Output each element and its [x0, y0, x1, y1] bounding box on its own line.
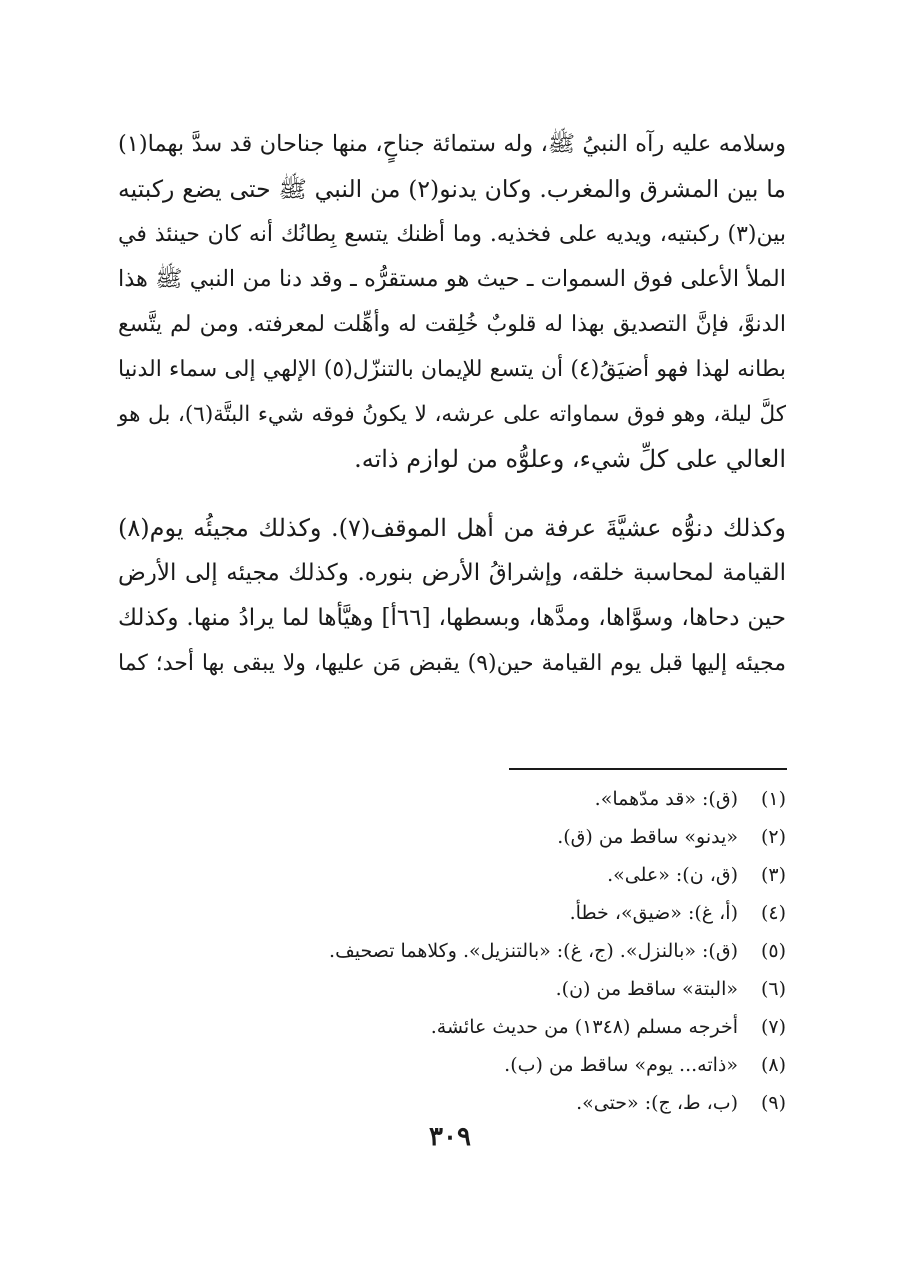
footnote-number: (٢): [760, 826, 786, 848]
footnote-number: (٧): [760, 1016, 786, 1038]
footnote-number: (٣): [760, 864, 786, 886]
text-line: بين(٣) ركبتيه، ويديه على فخذيه. وما أظنك يتسع بِطانُك أنه كان حينئذ في: [118, 222, 786, 247]
footnote-divider: [509, 768, 787, 770]
footnote-text: «يدنو» ساقط من (ق).: [557, 826, 738, 848]
footnote-text: (ب، ط، ج): «حتى».: [576, 1092, 738, 1114]
text-line: وسلامه عليه رآه النبيُ ﷺ، وله ستمائة جناحٍ، منها جناحان قد سدَّ بهما(١): [118, 131, 786, 157]
text-line: كلَّ ليلة، وهو فوق سماواته على عرشه، لا يكونُ فوقه شيء البتَّة(٦)، بل هو: [118, 402, 786, 427]
text-line: العالي على كلِّ شيء، وعلوُّه من لوازم ذاته.: [354, 445, 786, 473]
text-line: حين دحاها، وسوَّاها، ومدَّها، وبسطها، [٦٦أ] وهيَّأها لما يرادُ منها. وكذلك: [118, 605, 786, 631]
text-line: مجيئه إليها قبل يوم القيامة حين(٩) يقبض مَن عليها، ولا يبقى بها أحد؛ كما: [118, 651, 786, 676]
footnote-item: [118, 1046, 786, 1084]
footnote-text: أخرجه مسلم (١٣٤٨) من حديث عائشة.: [430, 1016, 738, 1038]
footnote-text: (ق، ن): «على».: [607, 864, 738, 886]
footnote-item: [118, 970, 786, 1008]
footnote-item: [118, 894, 786, 932]
footnote-item: [118, 932, 786, 970]
footnote-number: (٥): [760, 940, 786, 962]
footnote-text: (ق): «قد مدّهما».: [594, 788, 738, 810]
footnote-number: (٨): [760, 1054, 786, 1076]
footnote-item: [118, 818, 786, 856]
paragraph-2: [118, 506, 786, 686]
text-line: القيامة لمحاسبة خلقه، وإشراقُ الأرض بنوره. وكذلك مجيئه إلى الأرض: [118, 560, 786, 586]
footnotes-list: [118, 780, 786, 1122]
footnote-item: [118, 780, 786, 818]
footnote-item: [118, 856, 786, 894]
footnote-item: [118, 1008, 786, 1046]
footnote-item: [118, 1084, 786, 1122]
page-number: ٣٠٩: [429, 1122, 471, 1152]
paragraph-1: [118, 122, 786, 482]
text-line: وكذلك دنوُّه عشيَّةَ عرفة من أهل الموقف(٧). وكذلك مجيئُه يوم(٨): [118, 514, 786, 542]
footnote-text: «البتة» ساقط من (ن).: [555, 978, 738, 1000]
footnote-text: (ق): «بالنزل». (ج، غ): «بالتنزيل». وكلاهما تصحيف.: [329, 940, 738, 962]
footnote-text: (أ، غ): «ضيق»، خطأ.: [569, 902, 738, 924]
footnote-number: (٩): [760, 1092, 786, 1114]
footnote-number: (٦): [760, 978, 786, 1000]
footnote-number: (٤): [760, 902, 786, 924]
text-line: الدنوَّ، فإنَّ التصديق بهذا له قلوبٌ خُلِقت له وأهِّلت لمعرفته. ومن لم يتَّسع: [118, 312, 786, 337]
text-line: الملأ الأعلى فوق السموات ـ حيث هو مستقرُّه ـ وقد دنا من النبي ﷺ هذا: [118, 266, 786, 292]
footnote-text: «ذاته... يوم» ساقط من (ب).: [504, 1054, 738, 1076]
main-text: [118, 122, 786, 686]
text-line: بطانه لهذا فهو أضيَقُ(٤) أن يتسع للإيمان بالتنزّل(٥) الإلهي إلى سماء الدنيا: [118, 357, 787, 382]
footnote-number: (١): [760, 788, 786, 810]
text-line: ما بين المشرق والمغرب. وكان يدنو(٢) من النبي ﷺ حتى يضع ركبتيه: [118, 175, 786, 203]
